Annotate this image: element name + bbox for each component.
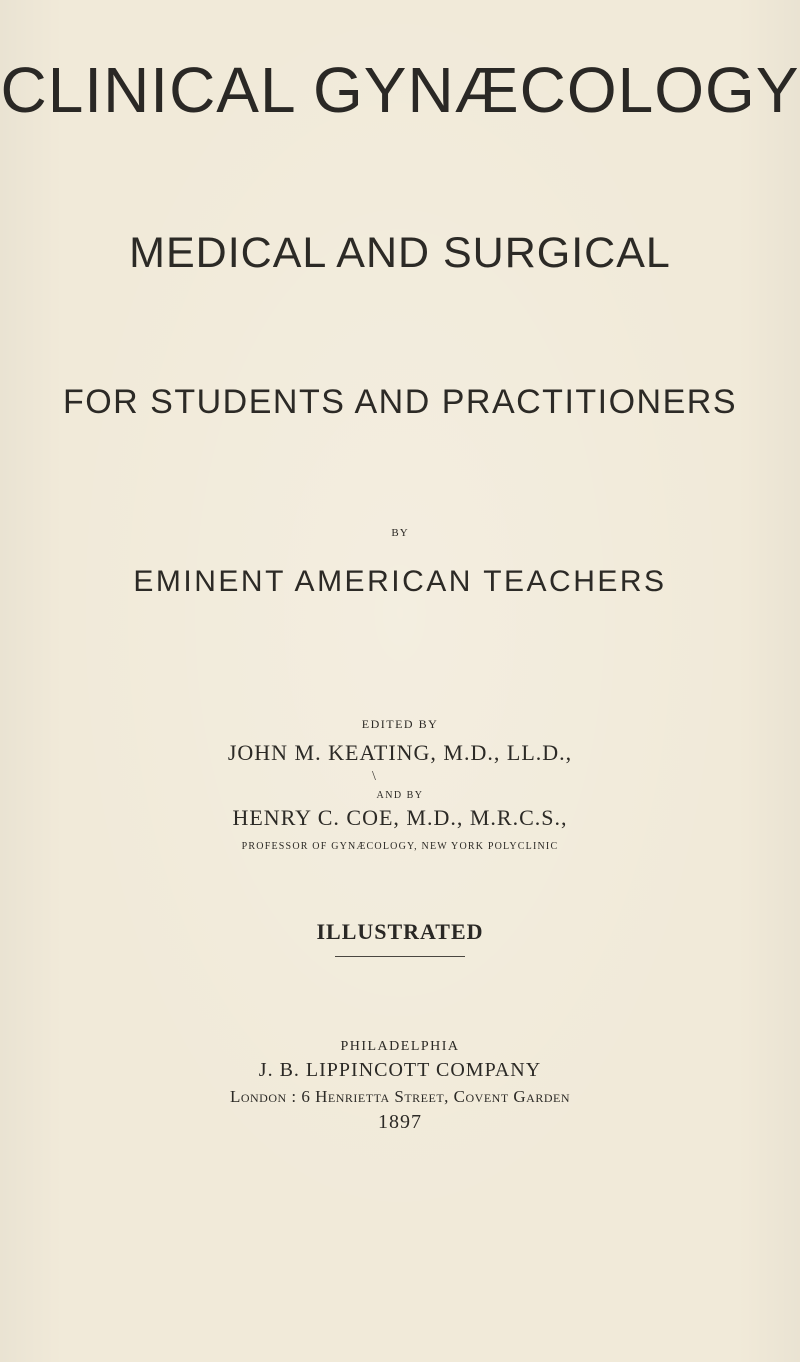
primary-editor: JOHN M. KEATING, M.D., LL.D.,: [227, 740, 573, 765]
imprint-london-address: London : 6 Henrietta Street, Covent Garden: [229, 1087, 571, 1106]
by-label: BY: [391, 527, 409, 539]
audience-line: FOR STUDENTS AND PRACTITIONERS: [62, 383, 738, 421]
book-subtitle: MEDICAL AND SURGICAL: [129, 229, 671, 277]
secondary-editor-title: PROFESSOR OF GYNÆCOLOGY, NEW YORK POLYCLINIC: [241, 841, 559, 852]
stray-ink-mark: \: [372, 769, 376, 784]
imprint-publisher: J. B. LIPPINCOTT COMPANY: [258, 1059, 542, 1081]
authors-line: EMINENT AMERICAN TEACHERS: [133, 565, 667, 598]
illustrated-label: ILLUSTRATED: [316, 919, 484, 944]
imprint-year: 1897: [378, 1111, 422, 1133]
and-by-label: AND BY: [376, 790, 424, 801]
book-title: CLINICAL GYNÆCOLOGY: [0, 54, 800, 126]
secondary-editor: HENRY C. COE, M.D., M.R.C.S.,: [232, 805, 568, 830]
divider-rule: [335, 956, 465, 957]
imprint-city: PHILADELPHIA: [340, 1039, 460, 1054]
edited-by-label: EDITED BY: [361, 717, 439, 731]
